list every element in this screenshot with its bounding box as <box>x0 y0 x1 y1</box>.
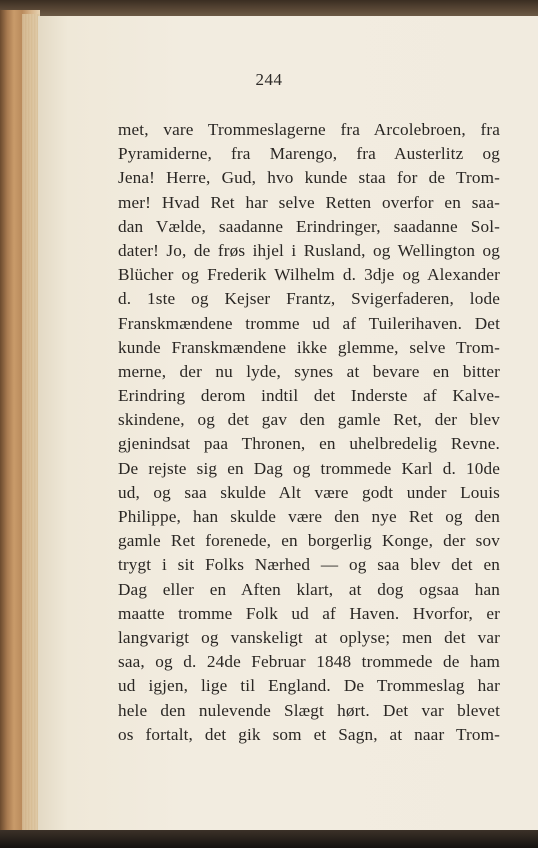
text-line: trygt i sit Folks Nærhed — og saa blev det en <box>118 555 500 575</box>
text-line: De rejste sig en Dag og trommede Karl d. 10de <box>118 458 500 478</box>
text-line: Erindring derom indtil det Inderste af Kalve- <box>118 386 500 406</box>
text-line: Franskmændene tromme ud af Tuilerihaven. Det <box>118 313 500 333</box>
text-line: ud igjen, lige til England. De Trommeslag har <box>118 676 500 696</box>
text-line: maatte tromme Folk ud af Haven. Hvorfor, er <box>118 603 500 623</box>
text-line: Blücher og Frederik Wilhelm d. 3dje og Alexander <box>118 265 500 285</box>
text-line: dan Vælde, saadanne Erindringer, saadanne Sol- <box>118 216 500 236</box>
text-line: ud, og saa skulde Alt være godt under Louis <box>118 482 500 502</box>
text-line: gamle Ret forenede, en borgerlig Konge, der sov <box>118 531 500 551</box>
text-line: dater! Jo, de frøs ihjel i Rusland, og Wellington og <box>118 240 500 260</box>
body-text <box>118 118 500 747</box>
text-line: gjenindsat paa Thronen, en uhelbredelig Revne. <box>118 434 500 454</box>
top-edge-shadow <box>0 0 538 16</box>
page-number: 244 <box>255 70 283 89</box>
text-line: Jena! Herre, Gud, hvo kunde staa for de Trom- <box>118 168 500 188</box>
text-line: langvarigt og vanskeligt at oplyse; men det var <box>118 627 500 647</box>
text-line: d. 1ste og Kejser Frantz, Svigerfaderen, lode <box>118 289 500 309</box>
text-line: kunde Franskmændene ikke glemme, selve Trom- <box>118 337 500 357</box>
bottom-edge-shadow <box>0 830 538 848</box>
text-line: merne, der nu lyde, synes at bevare en bitter <box>118 361 500 381</box>
text-line: os fortalt, det gik som et Sagn, at naar Trom- <box>118 724 500 744</box>
text-line: skindene, og det gav den gamle Ret, der blev <box>118 410 500 430</box>
text-line: saa, og d. 24de Februar 1848 trommede de ham <box>118 652 500 672</box>
text-line: hele den nulevende Slægt hørt. Det var blevet <box>118 700 500 720</box>
text-line: Philippe, han skulde være den nye Ret og den <box>118 507 500 526</box>
text-line: Dag eller en Aften klart, at dog ogsaa han <box>118 579 500 599</box>
text-line: met, vare Trommeslagerne fra Arcolebroen, fra <box>118 120 500 139</box>
text-line: Pyramiderne, fra Marengo, fra Austerlitz og <box>118 144 500 164</box>
text-line: mer! Hvad Ret har selve Retten overfor en saa- <box>118 192 500 212</box>
